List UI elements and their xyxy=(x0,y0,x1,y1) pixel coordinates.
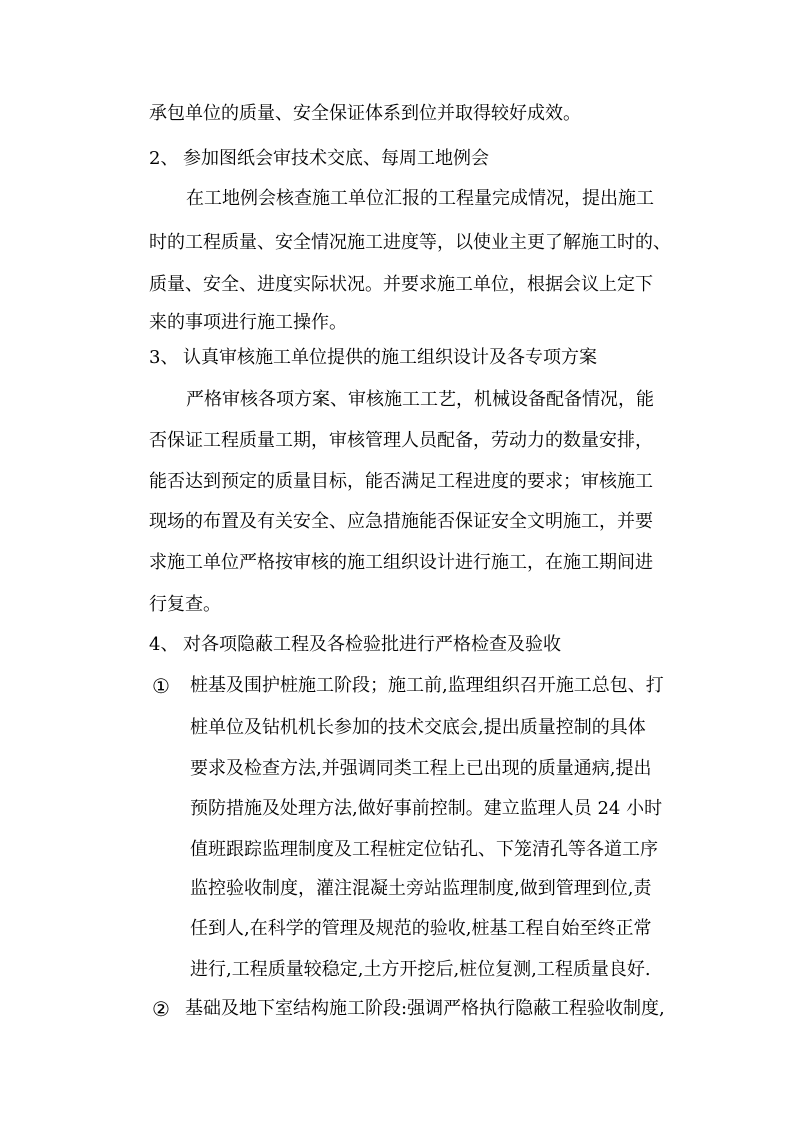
item-1-line-5: 值班跟踪监理制度及工程桩定位钻孔、下笼清孔等各道工序 xyxy=(190,839,658,860)
item-1-line-6: 监控验收制度，灌注混凝土旁站监理制度,做到管理到位,责 xyxy=(190,878,652,899)
paragraph-2-line-4: 来的事项进行施工操作。 xyxy=(149,312,347,333)
circled-number-1: ① xyxy=(152,674,170,698)
heading-2-text: 参加图纸会审技术交底、每周工地例会 xyxy=(183,148,489,169)
item-1-line-3: 要求及检查方法,并强调同类工程上已出现的质量通病,提出 xyxy=(190,758,652,779)
heading-3 xyxy=(149,346,597,370)
paragraph-3-line-3: 能否达到预定的质量目标，能否满足工程进度的要求；审核施工 xyxy=(149,471,653,492)
paragraph-2-line-1: 在工地例会核查施工单位汇报的工程量完成情况，提出施工 xyxy=(186,188,654,209)
paragraph-1-line-1: 承包单位的质量、安全保证体系到位并取得较好成效。 xyxy=(149,103,581,124)
item-1-line-8: 进行,工程质量较稳定,土方开挖后,桩位复测,工程质量良好. xyxy=(190,959,651,980)
heading-3-number: 3、 xyxy=(149,347,179,368)
circled-number-2: ② xyxy=(152,997,170,1021)
paragraph-3-line-4: 现场的布置及有关安全、应急措施能否保证安全文明施工，并要 xyxy=(149,511,653,532)
heading-4-number: 4、 xyxy=(149,634,179,655)
paragraph-3-line-6: 行复查。 xyxy=(149,594,221,615)
paragraph-3-line-1: 严格审核各项方案、审核施工工艺，机械设备配备情况，能 xyxy=(186,389,654,410)
item-2-line-1: 基础及地下室结构施工阶段:强调严格执行隐蔽工程验收制度, xyxy=(185,998,665,1019)
paragraph-3-line-2: 否保证工程质量工期，审核管理人员配备，劳动力的数量安排， xyxy=(149,430,653,451)
item-1-line-1: 桩基及围护桩施工阶段；施工前,监理组织召开施工总包、打 xyxy=(190,675,664,696)
paragraph-2-line-2: 时的工程质量、安全情况施工进度等，以使业主更了解施工时的、 xyxy=(149,232,671,253)
item-1-line-2: 桩单位及钻机机长参加的技术交底会,提出质量控制的具体 xyxy=(190,717,646,738)
heading-2-number: 2、 xyxy=(149,148,179,169)
paragraph-3-line-5: 求施工单位严格按审核的施工组织设计进行施工，在施工期间进 xyxy=(149,552,653,573)
heading-4-text: 对各项隐蔽工程及各检验批进行严格检查及验收 xyxy=(183,634,561,655)
heading-4 xyxy=(149,633,561,657)
item-1-line-7: 任到人,在科学的管理及规范的验收,桩基工程自始至终正常 xyxy=(190,918,652,939)
paragraph-2-line-3: 质量、安全、进度实际状况。并要求施工单位，根据会议上定下 xyxy=(149,274,653,295)
item-1-line-4: 预防措施及处理方法,做好事前控制。建立监理人员 24 小时 xyxy=(190,798,663,819)
heading-2 xyxy=(149,147,489,171)
heading-3-text: 认真审核施工单位提供的施工组织设计及各专项方案 xyxy=(183,347,597,368)
